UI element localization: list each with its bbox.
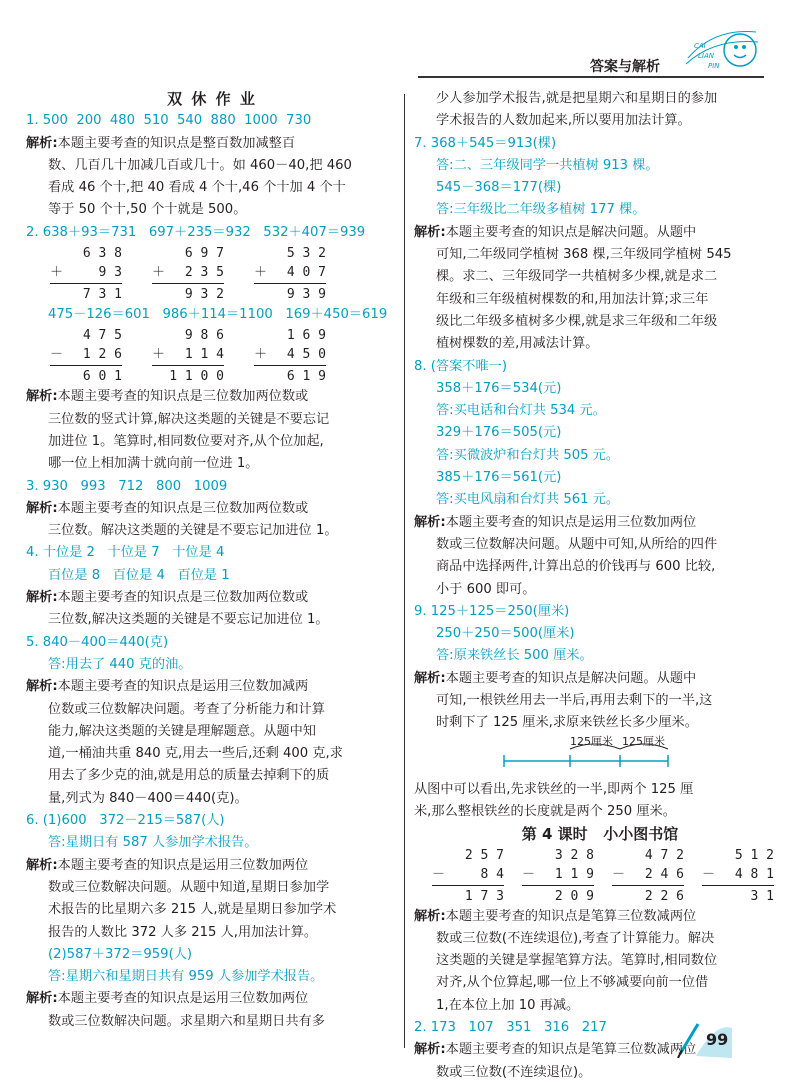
answer-line: 答:买电风扇和台灯共 561 元。 [436,492,620,508]
section-title: 双 休 作 业 [167,90,257,108]
vertical-calculation: 4 7 5 － 1 2 6 6 0 1 [50,328,122,385]
text-line: 级比二年级多植树多少棵,就是求三年级和二年级 [436,313,718,329]
text-line: 棵。求二、三年级同学一共植树多少棵,就是求二 [436,269,718,285]
vertical-calcs-3 [414,846,786,906]
answer-line: 答:三年级比二年级多植树 177 棵。 [436,202,646,218]
vertical-calculation: 6 3 8 ＋ 9 3 7 3 1 [50,246,122,303]
answer-line: 3. 930 993 712 800 1009 [26,478,228,494]
analysis-line: 解析:本题主要考查的知识点是三位数加两位数或 [26,389,309,405]
vertical-calculation: 6 9 7 ＋ 2 3 5 9 3 2 [152,246,224,303]
answer-line: 6. (1)600 372－215＝587(人) [26,813,225,829]
analysis-line: 解析:本题主要考查的知识点是解决问题。从题中 [414,670,697,686]
text-line: 时剩下了 125 厘米,求原来铁丝长多少厘米。 [436,715,698,731]
text-line: 哪一位上相加满十就向前一位进 1。 [48,456,259,472]
text-line: 术报告的比星期六多 215 人,就是星期日参加学术 [48,902,337,918]
text-line: 学术报告的人数加起来,所以要用加法计算。 [436,113,691,129]
text-line: 三位数。解决这类题的关键是不要忘记加进位 1。 [48,523,338,539]
text-line: 能力,解决这类题的关键是理解题意。从题中知 [48,723,316,739]
answer-line: 329＋176＝505(元) [436,425,562,441]
answer-line: 2. 173 107 351 316 217 [414,1019,607,1035]
vertical-calculation: 5 1 2 － 4 8 1 3 1 [702,847,774,904]
answer-line: 4. 十位是 2 十位是 7 十位是 4 [26,545,225,561]
vertical-calculation: 3 2 8 － 1 1 9 2 0 9 [522,847,594,904]
text-line: 用去了多少克的油,就是用总的质量去掉剩下的质 [48,768,330,784]
segment-label: 125厘米 [570,734,613,748]
answer-line: 答:买电话和台灯共 534 元。 [436,403,606,419]
answer-line: (2)587＋372＝959(人) [48,946,193,962]
svg-text:CAI: CAI [694,42,706,50]
answer-line: 答:星期六和星期日共有 959 人参加学术报告。 [48,969,324,985]
text-line: 可知,一根铁丝用去一半后,再用去剩下的一半,这 [436,693,713,709]
text-line: 报告的人数比 372 人多 215 人,用加法计算。 [48,924,318,940]
answer-line: 百位是 8 百位是 4 百位是 1 [48,567,230,583]
answer-line: 385＋176＝561(元) [436,470,562,486]
left-column [26,88,398,1033]
analysis-line: 解析:本题主要考查的知识点是运用三位数加两位 [26,857,309,873]
text-line: 数或三位数解决问题。求星期六和星期日共有多 [48,1013,325,1029]
text-line: 量,列式为 840－400＝440(克)。 [48,790,248,806]
vertical-calcs-1 [26,244,398,304]
text-line: 小于 600 即可。 [436,581,536,597]
vertical-calculation: 1 6 9 ＋ 4 5 0 6 1 9 [254,328,326,385]
text-line: 这类题的关键是掌握笔算方法。笔算时,相同数位 [436,953,718,969]
vertical-calculation: 2 5 7 － 8 4 1 7 3 [432,847,504,904]
answer-line: 7. 368＋545＝913(棵) [414,135,557,151]
answer-line: 答:二、三年级同学一共植树 913 棵。 [436,157,659,173]
svg-text:PIN: PIN [708,62,720,70]
analysis-line: 解析:本题主要考查的知识点是运用三位数加两位 [26,991,309,1007]
answer-line: 答:原来铁丝长 500 厘米。 [436,648,593,664]
header-title: 答案与解析 [590,59,660,75]
text-line: 数或三位数解决问题。从题中可知,从所给的四件 [436,536,718,552]
answer-line: 答:用去了 440 克的油。 [48,656,192,672]
text-line: 年级和三年级植树棵数的和,用加法计算;求三年 [436,291,709,307]
analysis-line: 解析:本题主要考查的知识点是运用三位数加减两 [26,679,309,695]
text-line: 加进位 1。笔算时,相同数位要对齐,从个位加起, [48,433,324,449]
answer-line: 9. 125＋125＝250(厘米) [414,603,570,619]
text-line: 可知,二年级同学植树 368 棵,三年级同学植树 545 [436,247,732,263]
text-line: 商品中选择两件,计算出总的价钱再与 600 比较, [436,559,716,575]
answer-line: 8. (答案不唯一) [414,358,508,374]
analysis-line: 解析:本题主要考查的知识点是整百数加减整百 [26,135,296,151]
text-line: 看成 46 个十,把 40 看成 4 个十,46 个十加 4 个十 [48,180,346,196]
lesson-title: 第 4 课时 小小图书馆 [521,825,679,844]
answer-line: 250＋250＝500(厘米) [436,626,575,642]
column-divider [404,94,405,1048]
text-line: 米,那么整根铁丝的长度就是两个 250 厘米。 [414,803,676,819]
analysis-line: 解析:本题主要考查的知识点是解决问题。从题中 [414,224,697,240]
text-line: 从图中可以看出,先求铁丝的一半,即两个 125 厘 [414,781,694,797]
text-line: 等于 50 个十,50 个十就是 500。 [48,202,247,218]
analysis-line: 解析:本题主要考查的知识点是运用三位数加两位 [414,514,697,530]
answer-line: 358＋176＝534(元) [436,380,562,396]
vertical-calculation: 4 7 2 － 2 4 6 2 2 6 [612,847,684,904]
right-column [414,88,786,1084]
text-line: 道,一桶油共重 840 克,用去一些后,还剩 400 克,求 [48,746,343,762]
page-number: 99 [706,1030,729,1049]
text-line: 数或三位数(不连续退位)。 [436,1064,592,1080]
vertical-calculation: 9 8 6 ＋ 1 1 4 1 1 0 0 [152,328,224,385]
text-line: 数、几百几十加减几百或几十。如 460－40,把 460 [48,157,352,173]
answer-line: 475－126＝601 986＋114＝1100 169＋450＝619 [48,307,388,323]
analysis-line: 解析:本题主要考查的知识点是笔算三位数减两位 [414,1042,697,1058]
answer-line: 2. 638＋93＝731 697＋235＝932 532＋407＝939 [26,224,366,240]
answer-line: 545－368＝177(棵) [436,180,562,196]
text-line: 三位数,解决这类题的关键是不要忘记加进位 1。 [48,612,329,628]
analysis-line: 解析:本题主要考查的知识点是三位数加两位数或 [26,590,309,606]
page-header [0,0,800,80]
svg-text:LIAN: LIAN [698,52,714,60]
text-line: 位数或三位数解决问题。考查了分析能力和计算 [48,701,325,717]
text-line: 对齐,从个位算起,哪一位上不够减要向前一位借 [436,975,709,991]
answer-line: 答:买微波炉和台灯共 505 元。 [436,447,620,463]
text-line: 三位数的竖式计算,解决这类题的关键是不要忘记 [48,411,330,427]
segment-label: 125厘米 [622,734,665,748]
text-line: 数或三位数解决问题。从题中知道,星期日参加学 [48,879,330,895]
answer-line: 5. 840－400＝440(克) [26,634,169,650]
answer-line: 1. 500 200 480 510 540 880 1000 730 [26,113,312,129]
analysis-line: 解析:本题主要考查的知识点是三位数加两位数或 [26,500,309,516]
vertical-calculation: 5 3 2 ＋ 4 0 7 9 3 9 [254,246,326,303]
answer-line: 答:星期日有 587 人参加学术报告。 [48,835,258,851]
text-line: 数或三位数(不连续退位),考查了计算能力。解决 [436,930,715,946]
vertical-calcs-2 [26,326,398,386]
analysis-line: 解析:本题主要考查的知识点是笔算三位数减两位 [414,908,697,924]
text-line: 1,在本位上加 10 再减。 [436,997,580,1013]
line-segment-diagram [414,735,786,779]
text-line: 少人参加学术报告,就是把星期六和星期日的参加 [436,91,718,106]
text-line: 植树棵数的差,用减法计算。 [436,336,599,352]
logo-icon [684,18,764,80]
